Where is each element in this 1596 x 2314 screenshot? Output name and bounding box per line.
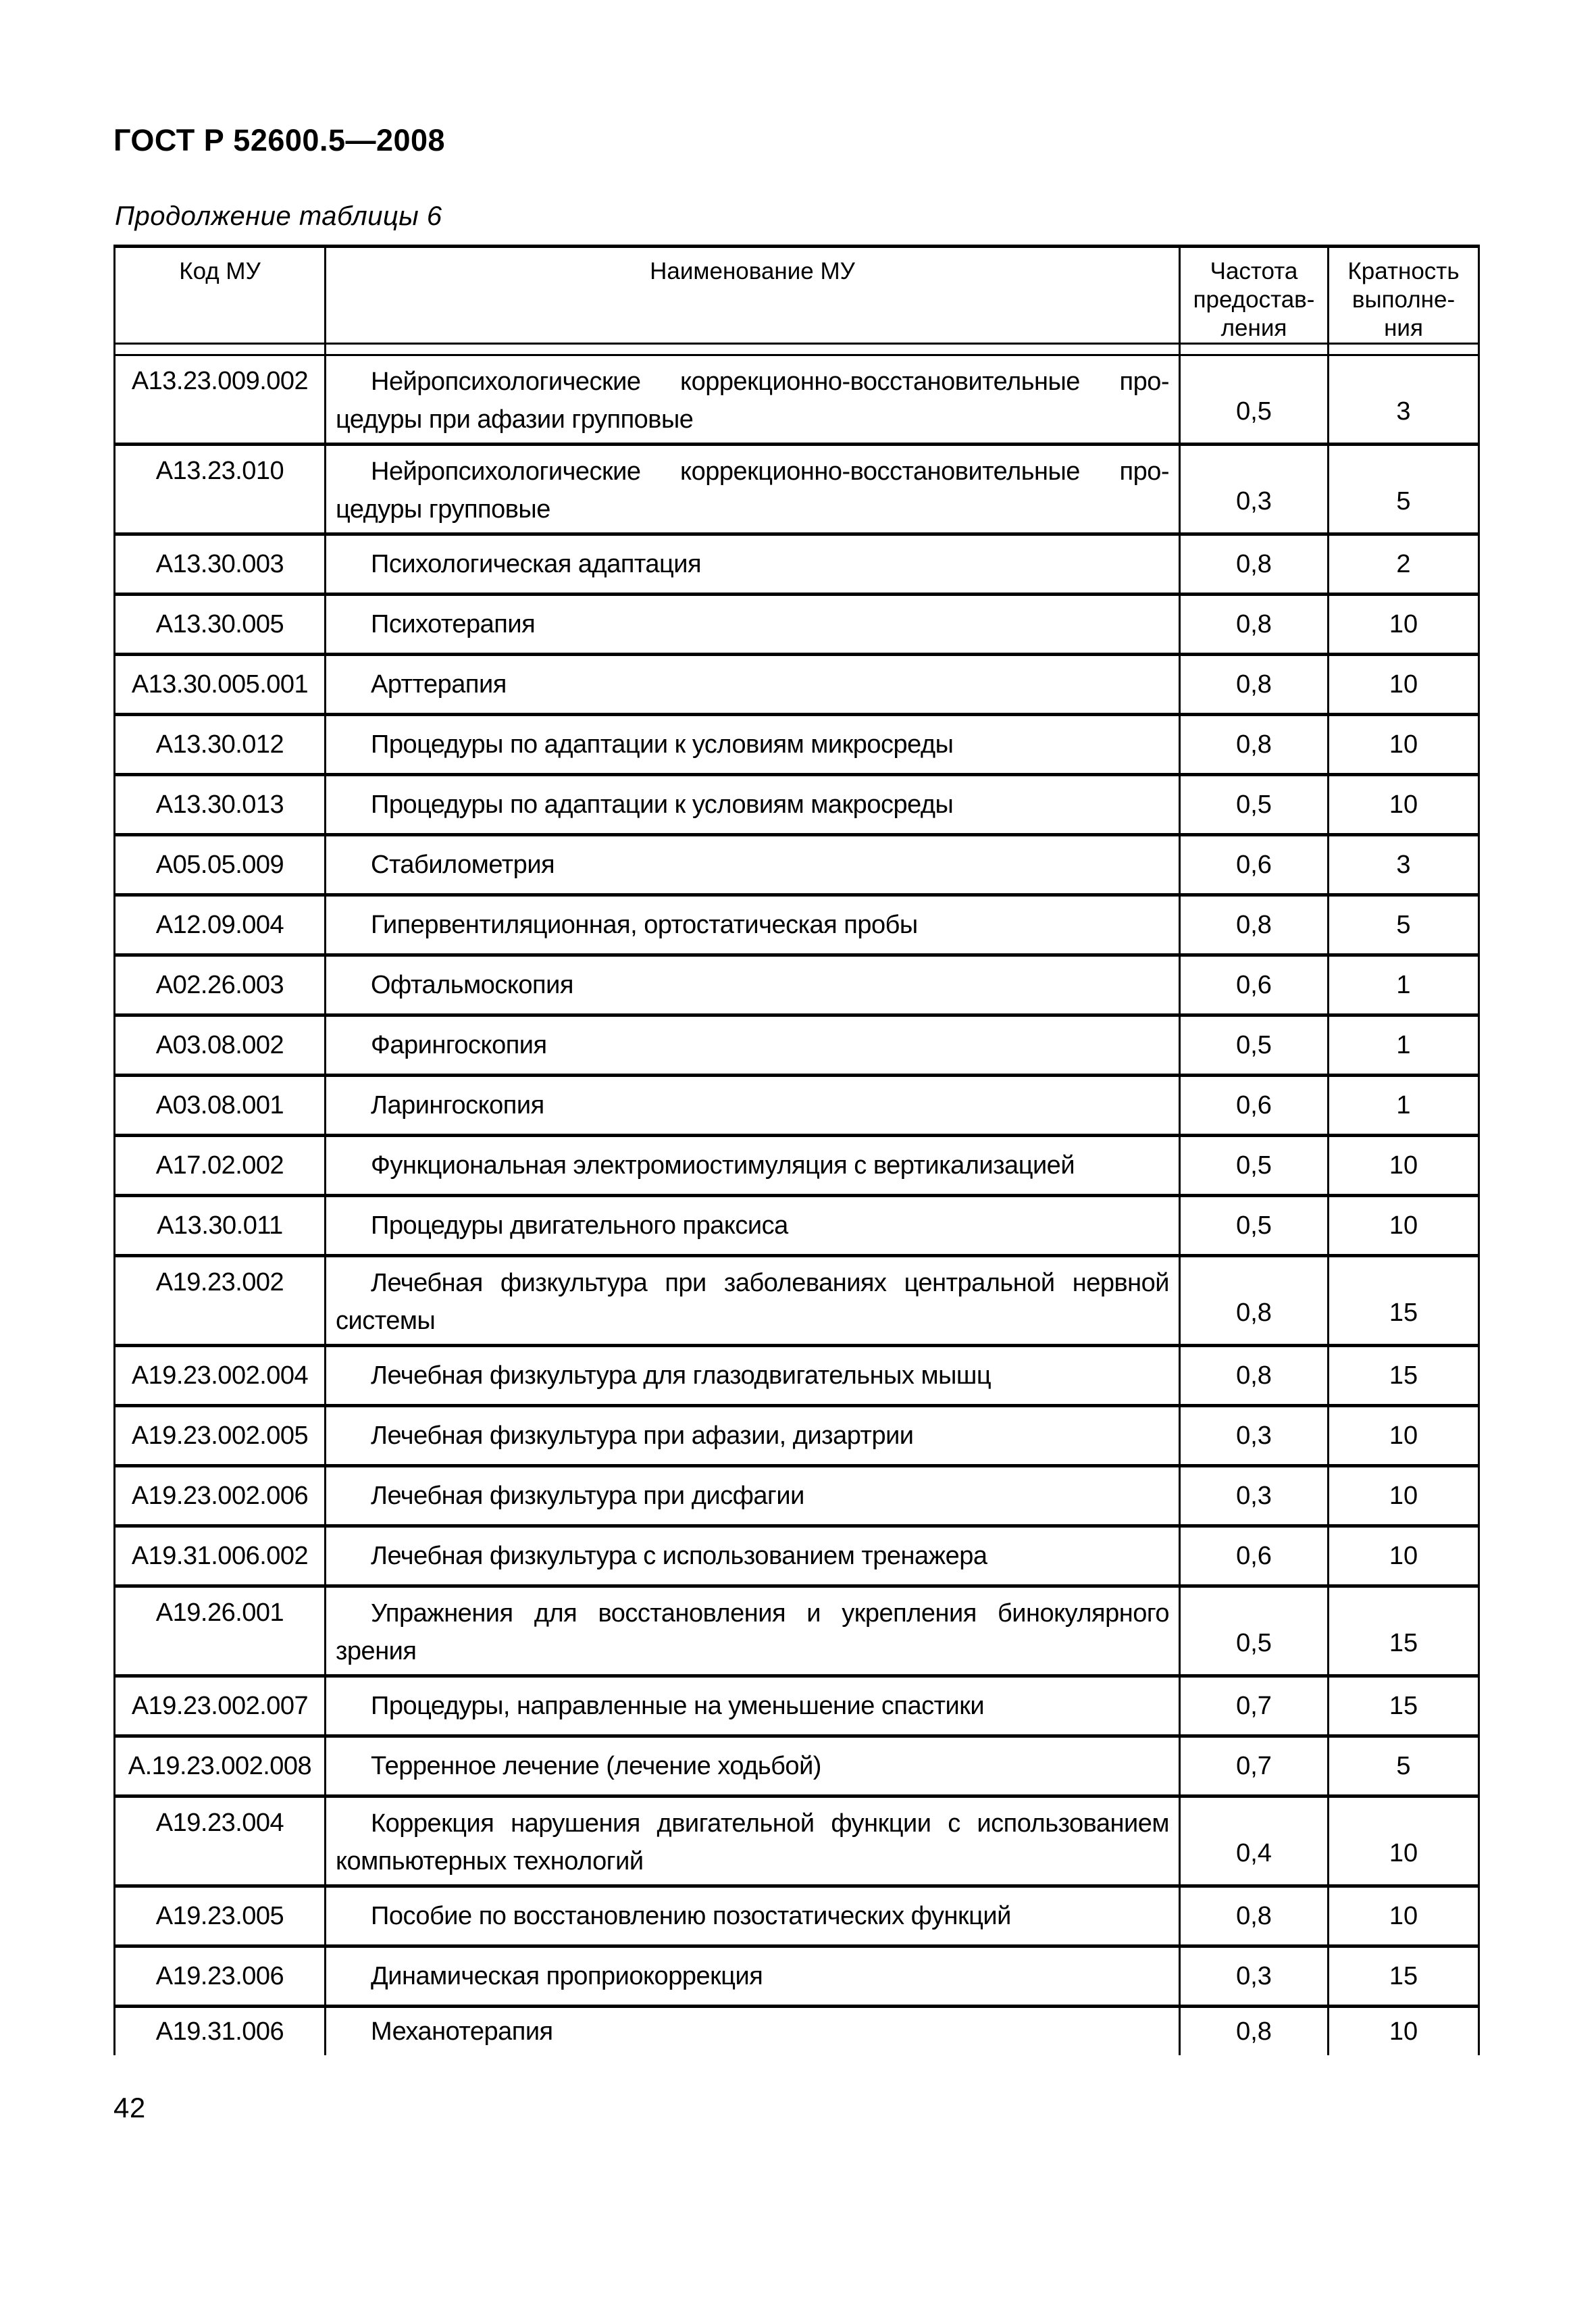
cell-code: А13.30.003 — [155, 549, 284, 578]
table-header-row — [115, 248, 1478, 345]
table-row — [115, 1077, 1478, 1137]
cell-code: А13.30.013 — [155, 790, 284, 819]
cell-name — [324, 1948, 1179, 2005]
cell-multiplicity: 10 — [1327, 776, 1478, 833]
cell-code: А13.30.012 — [155, 730, 284, 759]
name-line: Лечебная физкультура при заболеваниях центральной нервной — [371, 1269, 1169, 1297]
column-header-line: Наименование МУ — [650, 258, 855, 284]
table-row — [115, 356, 1478, 446]
name-line: системы — [336, 1307, 436, 1335]
cell-multiplicity: 15 — [1327, 1347, 1478, 1404]
table-row — [115, 1528, 1478, 1588]
name-line: цедуры при афазии групповые — [336, 405, 694, 434]
cell-frequency: 0,3 — [1179, 1948, 1327, 2005]
cell-code: А19.26.001 — [155, 1599, 284, 1627]
cell-name — [324, 1678, 1179, 1734]
cell-name — [324, 536, 1179, 593]
cell-frequency: 0,5 — [1179, 776, 1327, 833]
cell-multiplicity: 15 — [1327, 1678, 1478, 1734]
table-row — [115, 1017, 1478, 1077]
cell-frequency: 0,8 — [1179, 716, 1327, 773]
column-header-line: ния — [1384, 315, 1423, 341]
column-header-line: Кратность — [1347, 258, 1460, 284]
table-row — [115, 446, 1478, 536]
cell-frequency: 0,5 — [1179, 1017, 1327, 1074]
cell-multiplicity: 5 — [1327, 897, 1478, 953]
name-line: Нейропсихологические коррекционно-восстановительные про- — [371, 368, 1169, 396]
name-line: компьютерных технологий — [336, 1847, 644, 1876]
cell-frequency: 0,8 — [1179, 536, 1327, 593]
table-row — [115, 836, 1478, 897]
cell-code: А13.23.010 — [155, 457, 284, 485]
cell-code: А05.05.009 — [155, 850, 284, 879]
cell-frequency: 0,5 — [1179, 1137, 1327, 1194]
name-line: цедуры групповые — [336, 495, 550, 524]
table-row — [115, 1738, 1478, 1798]
table-row — [115, 656, 1478, 716]
cell-frequency: 0,6 — [1179, 836, 1327, 893]
cell-frequency: 0,5 — [1179, 356, 1327, 443]
name-line: Процедуры, направленные на уменьшение спастики — [371, 1692, 985, 1720]
cell-multiplicity: 15 — [1327, 1588, 1478, 1674]
cell-name — [324, 776, 1179, 833]
cell-multiplicity: 10 — [1327, 596, 1478, 653]
table-row — [115, 1197, 1478, 1257]
cell-code: А03.08.002 — [155, 1030, 284, 1059]
cell-frequency: 0,8 — [1179, 596, 1327, 653]
name-line: Офтальмоскопия — [371, 971, 573, 999]
table-row — [115, 1798, 1478, 1888]
name-line: Гипервентиляционная, ортостатическая пробы — [371, 911, 918, 939]
cell-multiplicity: 10 — [1327, 1407, 1478, 1464]
cell-frequency: 0,6 — [1179, 1077, 1327, 1134]
name-line: Арттерапия — [371, 670, 507, 699]
cell-multiplicity: 10 — [1327, 656, 1478, 713]
name-line: Пособие по восстановлению позостатических функций — [371, 1902, 1011, 1930]
cell-frequency: 0,7 — [1179, 1738, 1327, 1794]
name-line: зрения — [336, 1637, 417, 1665]
cell-multiplicity: 3 — [1327, 836, 1478, 893]
table-row — [115, 1678, 1478, 1738]
cell-frequency: 0,6 — [1179, 957, 1327, 1013]
cell-code: А19.31.006 — [155, 2017, 284, 2046]
cell-frequency: 0,8 — [1179, 2008, 1327, 2055]
cell-name — [324, 1077, 1179, 1134]
cell-code: А.19.23.002.008 — [128, 1751, 312, 1780]
cell-multiplicity: 1 — [1327, 1077, 1478, 1134]
cell-multiplicity: 15 — [1327, 1257, 1478, 1344]
name-line: Ларингоскопия — [371, 1091, 544, 1120]
cell-code: А17.02.002 — [155, 1151, 284, 1180]
cell-multiplicity: 2 — [1327, 536, 1478, 593]
cell-name — [324, 446, 1179, 532]
cell-name — [324, 656, 1179, 713]
column-header-line: выполне- — [1352, 286, 1456, 313]
table-row — [115, 1948, 1478, 2008]
cell-code: А19.23.006 — [155, 1961, 284, 1990]
cell-name — [324, 897, 1179, 953]
header-double-rule — [115, 345, 1478, 356]
column-header-frequency — [1179, 248, 1327, 343]
column-header-line: ления — [1220, 315, 1287, 341]
table-row — [115, 957, 1478, 1017]
cell-name — [324, 1347, 1179, 1404]
cell-multiplicity: 10 — [1327, 2008, 1478, 2055]
table-row — [115, 1467, 1478, 1528]
cell-multiplicity: 10 — [1327, 1888, 1478, 1944]
name-line: Лечебная физкультура при дисфагии — [371, 1482, 804, 1510]
cell-code: А02.26.003 — [155, 970, 284, 999]
name-line: Лечебная физкультура для глазодвигательных мышц — [371, 1361, 992, 1390]
cell-name — [324, 1407, 1179, 1464]
cell-code: А19.23.002.006 — [131, 1481, 309, 1510]
cell-multiplicity: 10 — [1327, 1798, 1478, 1884]
cell-multiplicity: 1 — [1327, 1017, 1478, 1074]
name-line: Психологическая адаптация — [371, 550, 702, 578]
cell-name — [324, 356, 1179, 443]
cell-name — [324, 1528, 1179, 1584]
table-caption: Продолжение таблицы 6 — [115, 201, 442, 231]
name-line: Терренное лечение (лечение ходьбой) — [371, 1752, 821, 1780]
cell-name — [324, 716, 1179, 773]
column-header-line: Код МУ — [179, 258, 261, 284]
cell-multiplicity: 1 — [1327, 957, 1478, 1013]
cell-name — [324, 1467, 1179, 1524]
cell-name — [324, 1257, 1179, 1344]
cell-multiplicity: 10 — [1327, 1528, 1478, 1584]
name-line: Фарингоскопия — [371, 1031, 547, 1059]
cell-frequency: 0,5 — [1179, 1588, 1327, 1674]
cell-frequency: 0,3 — [1179, 446, 1327, 532]
cell-name — [324, 1137, 1179, 1194]
cell-code: А13.23.009.002 — [131, 367, 309, 395]
cell-code: А13.30.005.001 — [131, 670, 309, 699]
name-line: Процедуры по адаптации к условиям макросреды — [371, 790, 954, 819]
cell-frequency: 0,8 — [1179, 897, 1327, 953]
cell-code: А12.09.004 — [155, 910, 284, 939]
table-row — [115, 1888, 1478, 1948]
name-line: Лечебная физкультура при афазии, дизартрии — [371, 1422, 914, 1450]
name-line: Динамическая проприокоррекция — [371, 1962, 763, 1990]
table-row — [115, 536, 1478, 596]
cell-frequency: 0,8 — [1179, 1347, 1327, 1404]
services-table — [113, 245, 1480, 2055]
cell-code: А19.23.002 — [155, 1268, 284, 1297]
cell-frequency: 0,3 — [1179, 1467, 1327, 1524]
cell-multiplicity: 15 — [1327, 1948, 1478, 2005]
cell-multiplicity: 10 — [1327, 716, 1478, 773]
name-line: Лечебная физкультура с использованием тренажера — [371, 1542, 987, 1570]
column-header-line: предостав- — [1193, 286, 1315, 313]
cell-frequency: 0,3 — [1179, 1407, 1327, 1464]
name-line: Упражнения для восстановления и укрепления бинокулярного — [371, 1599, 1169, 1628]
cell-code: А03.08.001 — [155, 1090, 284, 1120]
table-row — [115, 1137, 1478, 1197]
cell-code: А19.23.002.007 — [131, 1691, 309, 1720]
cell-name — [324, 836, 1179, 893]
cell-code: А19.23.002.005 — [131, 1421, 309, 1450]
cell-frequency: 0,8 — [1179, 656, 1327, 713]
table-body — [115, 356, 1478, 2055]
name-line: Процедуры по адаптации к условиям микросреды — [371, 730, 954, 759]
name-line: Нейропсихологические коррекционно-восстановительные про- — [371, 457, 1169, 486]
cell-name — [324, 957, 1179, 1013]
cell-frequency: 0,8 — [1179, 1257, 1327, 1344]
cell-frequency: 0,7 — [1179, 1678, 1327, 1734]
cell-code: А13.30.005 — [155, 609, 284, 638]
cell-name — [324, 1588, 1179, 1674]
table-row — [115, 716, 1478, 776]
name-line: Коррекция нарушения двигательной функции с использованием — [371, 1809, 1169, 1838]
name-line: Механотерапия — [371, 2017, 553, 2046]
cell-multiplicity: 10 — [1327, 1467, 1478, 1524]
cell-frequency: 0,5 — [1179, 1197, 1327, 1254]
page-number: 42 — [113, 2092, 146, 2123]
name-line: Стабилометрия — [371, 851, 555, 879]
cell-name — [324, 1738, 1179, 1794]
cell-frequency: 0,6 — [1179, 1528, 1327, 1584]
table-row — [115, 1347, 1478, 1407]
document-title: ГОСТ Р 52600.5—2008 — [113, 123, 446, 157]
cell-code: А13.30.011 — [157, 1211, 283, 1240]
name-line: Психотерапия — [371, 610, 536, 638]
table-row — [115, 776, 1478, 836]
table-row — [115, 1407, 1478, 1467]
cell-multiplicity: 10 — [1327, 1197, 1478, 1254]
cell-name — [324, 1197, 1179, 1254]
cell-multiplicity: 3 — [1327, 356, 1478, 443]
table-row — [115, 1588, 1478, 1678]
cell-multiplicity: 10 — [1327, 1137, 1478, 1194]
table-row — [115, 2008, 1478, 2055]
name-line: Процедуры двигательного праксиса — [371, 1211, 788, 1240]
cell-name — [324, 1888, 1179, 1944]
column-header-line: Частота — [1210, 258, 1298, 284]
cell-name — [324, 1017, 1179, 1074]
cell-code: А19.31.006.002 — [131, 1541, 309, 1570]
cell-code: А19.23.004 — [155, 1809, 284, 1837]
column-header-code — [115, 248, 324, 343]
cell-name — [324, 2008, 1179, 2055]
cell-code: А19.23.002.004 — [131, 1361, 309, 1390]
table-row — [115, 1257, 1478, 1347]
cell-name — [324, 596, 1179, 653]
name-line: Функциональная электромиостимуляция с вертикализацией — [371, 1151, 1075, 1180]
cell-name — [324, 1798, 1179, 1884]
cell-frequency: 0,4 — [1179, 1798, 1327, 1884]
cell-frequency: 0,8 — [1179, 1888, 1327, 1944]
column-header-name — [324, 248, 1179, 343]
table-row — [115, 596, 1478, 656]
cell-multiplicity: 5 — [1327, 446, 1478, 532]
cell-code: А19.23.005 — [155, 1901, 284, 1930]
table-row — [115, 897, 1478, 957]
cell-multiplicity: 5 — [1327, 1738, 1478, 1794]
column-header-multiplicity — [1327, 248, 1478, 343]
